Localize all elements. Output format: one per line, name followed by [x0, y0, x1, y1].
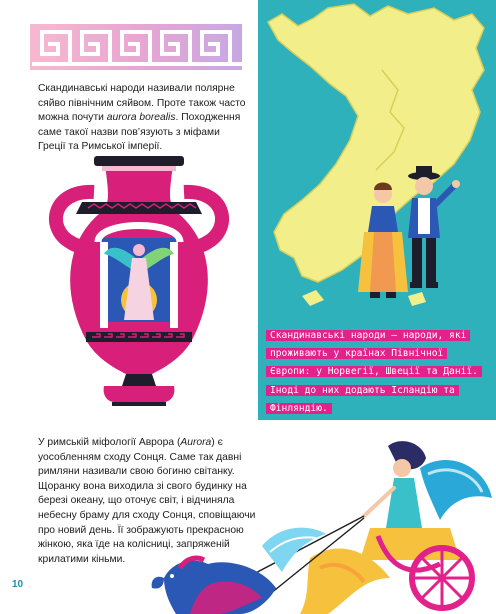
aurora-myth-paragraph: У римській міфології Аврора (Aurora) є уособленням сходу Сонця. Саме так давні римляни називали свою богиню світанку. Щоранку вона виходила зі свого будинку на березі океану, що оточує світ, і відчиняла небесну браму для сходу Сонця, сповіщаючи про новий день. Її зображують прекрасною жінкою, яка їде на колісниці, запряженій крилатими кіньми. — [38, 437, 256, 565]
page-number: 10 — [12, 579, 24, 590]
aurora-chariot-illustration — [150, 428, 496, 614]
greek-key-border-illustration — [30, 24, 242, 70]
scandinavia-caption-box — [266, 325, 488, 416]
intro-paragraph: Скандинавські народи називали полярне сяйво північним сяйвом. Проте також часто можна почути aurora borealis. Походження саме такої назви пов’язують з міфами Греції та Римської імперії. — [38, 83, 246, 153]
scandinavia-caption: Скандинавські народи — народи, які проживають у країнах Північної Європи: у Норвегії, Швеції та Данії. Іноді до них додають Ісландію та Фінляндію. — [266, 330, 482, 414]
intro-latin-term: aurora borealis — [106, 112, 176, 124]
scandinavia-map-illustration — [258, 0, 496, 310]
greek-vase-illustration — [42, 150, 236, 408]
aurora-latin-term: Aurora — [180, 437, 212, 448]
